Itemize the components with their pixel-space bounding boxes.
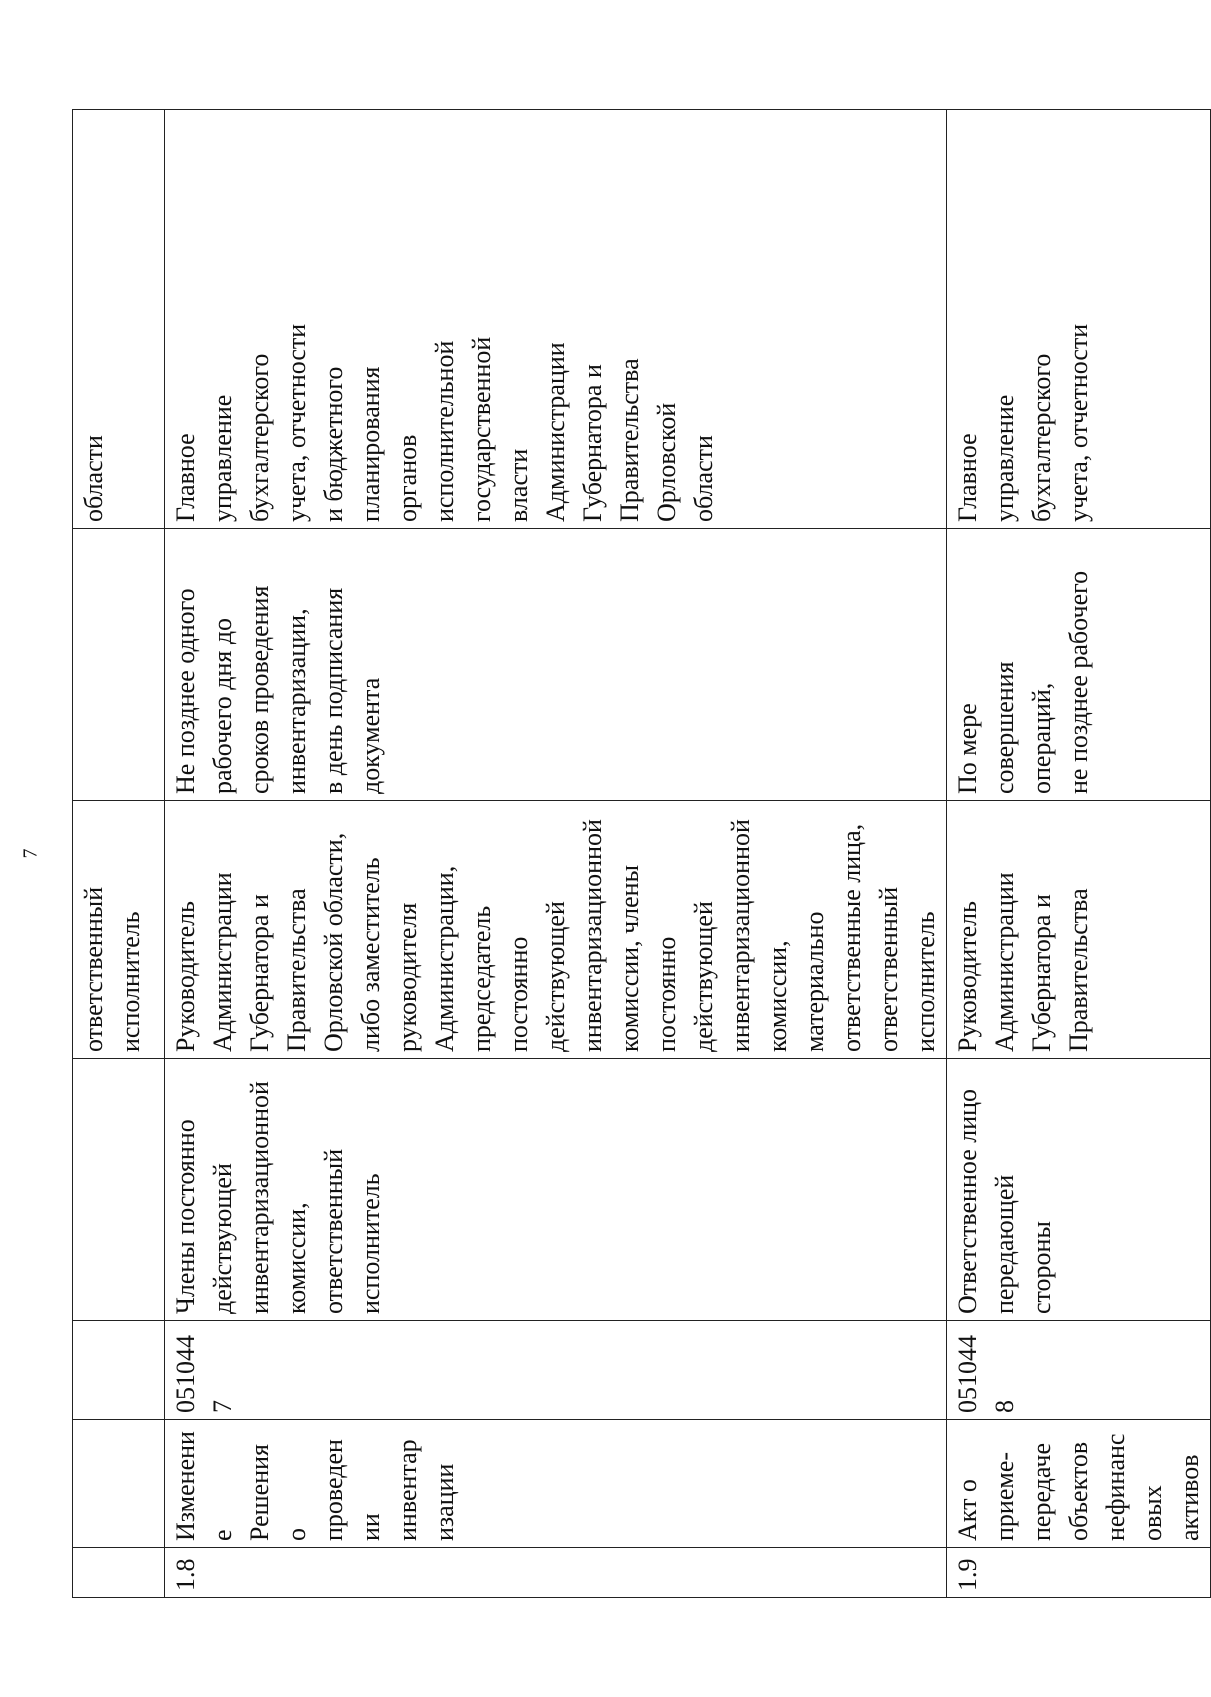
cell-num bbox=[73, 1548, 165, 1598]
document-flow-table bbox=[72, 109, 1211, 1598]
cell-compiler bbox=[73, 1059, 165, 1321]
cell-num: 1.8 bbox=[165, 1548, 947, 1598]
cell-deadline: По мере совершения операций, не позднее рабочего bbox=[947, 529, 1211, 801]
cell-recipient: Главное управление бухгалтерского учета, отчетности bbox=[947, 110, 1211, 529]
cell-recipient: Главное управление бухгалтерского учета, отчетности и бюджетного планирования органов исполнительной государственной власти Администрации Губернатора и Правительства Орловской области bbox=[165, 110, 947, 529]
cell-deadline: Не позднее одного рабочего дня до сроков проведения инвентаризации, в день подписания документа bbox=[165, 529, 947, 801]
continuation-recipient-text: области bbox=[79, 435, 108, 522]
page-number: 7 bbox=[19, 848, 42, 859]
cell-code: 0510448 bbox=[947, 1321, 1211, 1420]
cell-signer: Руководитель Администрации Губернатора и Правительства bbox=[947, 801, 1211, 1059]
table-row-continuation bbox=[73, 110, 165, 1598]
table-row bbox=[165, 110, 947, 1598]
cell-recipient bbox=[73, 110, 165, 529]
cell-compiler: Ответственное лицо передающей стороны bbox=[947, 1059, 1211, 1321]
cell-name bbox=[73, 1420, 165, 1548]
cell-deadline bbox=[73, 529, 165, 801]
cell-num: 1.9 bbox=[947, 1548, 1211, 1598]
cell-compiler: Члены постоянно действующей инвентаризационной комиссии, ответственный исполнитель bbox=[165, 1059, 947, 1321]
cell-signer: Руководитель Администрации Губернатора и Правительства Орловской области, либо заместитель руководителя Администрации, председатель постоянно действующей инвентаризационной комиссии, члены постоянно действующей инвентаризационной комиссии, материально ответственные лица, ответственный исполнитель bbox=[165, 801, 947, 1059]
continuation-signer-text: ответственный исполнитель bbox=[79, 886, 145, 1052]
cell-name: Акт о приеме- передаче объектов нефинансовых активов bbox=[947, 1420, 1211, 1548]
document-table-rotated bbox=[72, 110, 1204, 1598]
cell-code bbox=[73, 1321, 165, 1420]
cell-signer bbox=[73, 801, 165, 1059]
cell-code: 0510447 bbox=[165, 1321, 947, 1420]
cell-name: Изменение Решения о проведении инвентаризации bbox=[165, 1420, 947, 1548]
table-row bbox=[947, 110, 1211, 1598]
